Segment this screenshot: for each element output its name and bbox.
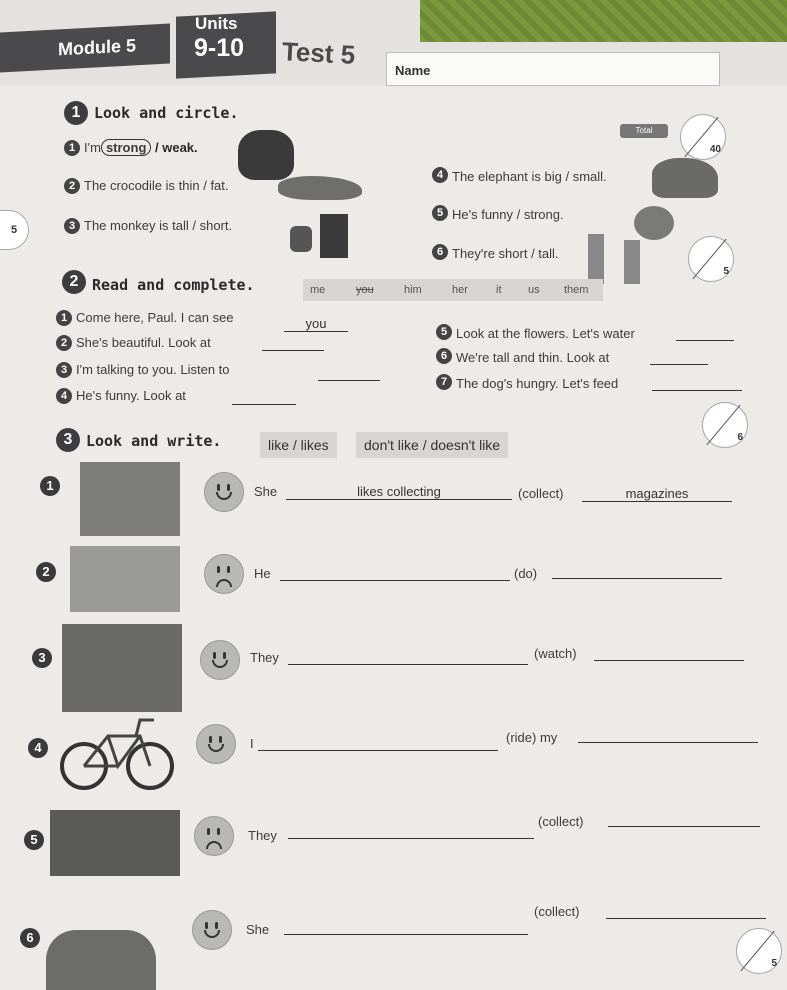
- section3-score-circle: [736, 928, 782, 974]
- margin-tab: 5: [0, 210, 29, 250]
- section2-number: 2: [62, 270, 86, 294]
- name-field[interactable]: [386, 52, 720, 86]
- s1-item6: They're short / tall.: [452, 246, 559, 261]
- word-bank-item: us: [528, 284, 540, 296]
- s1-item6-num: 6: [432, 244, 448, 260]
- s2-blank5[interactable]: [676, 340, 734, 341]
- section2-score-circle: [702, 402, 748, 448]
- row6-number: 6: [20, 928, 40, 948]
- row2-verb: (do): [514, 566, 538, 581]
- row1-number: 1: [40, 476, 60, 496]
- row1-answer2[interactable]: magazines: [582, 486, 732, 502]
- giraffe-picture-1: [588, 234, 604, 284]
- s2-item1: Come here, Paul. I can see: [76, 310, 234, 325]
- s1-item5: He's funny / strong.: [452, 207, 564, 222]
- s2-item3: I'm talking to you. Listen to: [76, 362, 230, 377]
- happy-face-icon: [196, 724, 236, 764]
- row6-verb: (collect): [534, 904, 580, 919]
- row1-verb: (collect): [518, 486, 564, 501]
- magazines-picture: [80, 462, 180, 536]
- test-title: Test 5: [281, 36, 356, 70]
- row4-verb: (ride) my: [506, 730, 558, 745]
- s2-item5-num: 5: [436, 324, 452, 340]
- word-bank-item: you: [356, 284, 374, 296]
- total-score-circle: [680, 114, 726, 160]
- row1-answer1[interactable]: likes collecting: [286, 484, 512, 500]
- background-grass: [420, 0, 787, 42]
- s1-item2-num: 2: [64, 178, 80, 194]
- row5-subject: They: [248, 828, 277, 843]
- s2-item7: The dog's hungry. Let's feed: [456, 376, 619, 391]
- section2-score: 6: [737, 432, 743, 443]
- name-label: Name: [395, 63, 431, 78]
- circled-answer: strong: [101, 139, 151, 156]
- row2-blank1[interactable]: [280, 580, 510, 581]
- dvds-picture: [62, 624, 182, 712]
- row3-number: 3: [32, 648, 52, 668]
- s2-item1-num: 1: [56, 310, 72, 326]
- jigsaw-picture: [70, 546, 180, 612]
- s2-blank4[interactable]: [232, 404, 296, 405]
- s1-item1: I'm strong / weak.: [84, 140, 198, 155]
- units-label: Units: [195, 14, 238, 33]
- s1-item1-num: 1: [64, 140, 80, 156]
- s2-item4-num: 4: [56, 388, 72, 404]
- s1-item2: The crocodile is thin / fat.: [84, 178, 229, 193]
- s2-item2: She's beautiful. Look at: [76, 335, 211, 350]
- s2-blank7[interactable]: [652, 390, 742, 391]
- row4-blank1[interactable]: [258, 750, 498, 751]
- section3-number: 3: [56, 428, 80, 452]
- section1-title: Look and circle.: [94, 104, 239, 122]
- row4-subject: I: [250, 736, 254, 751]
- sad-face-icon: [194, 816, 234, 856]
- s2-item6: We're tall and thin. Look at: [456, 350, 610, 365]
- section3-title: Look and write.: [86, 432, 222, 450]
- s2-answer1[interactable]: you: [284, 316, 348, 332]
- row2-subject: He: [254, 566, 271, 581]
- units-range: 9-10: [194, 34, 245, 62]
- section3-bank-dislike: don't like / doesn't like: [356, 432, 508, 458]
- s2-item5: Look at the flowers. Let's water: [456, 326, 635, 341]
- row1-subject: She: [254, 484, 278, 499]
- coins-picture: [46, 930, 156, 990]
- word-bank-item: it: [496, 284, 502, 296]
- word-bank-item: him: [404, 284, 422, 296]
- s1-item4: The elephant is big / small.: [452, 169, 607, 184]
- s2-blank3[interactable]: [318, 380, 380, 381]
- gorilla-picture: [238, 130, 294, 180]
- row4-number: 4: [28, 738, 48, 758]
- word-bank-item: her: [452, 284, 468, 296]
- section2-title: Read and complete.: [92, 276, 255, 294]
- monkey-picture: [290, 226, 312, 252]
- row5-verb: (collect): [538, 814, 584, 829]
- happy-face-icon: [192, 910, 232, 950]
- module-tab: Module 5: [0, 24, 170, 73]
- s2-item7-num: 7: [436, 374, 452, 390]
- bicycle-picture: [58, 712, 178, 792]
- row2-number: 2: [36, 562, 56, 582]
- s1-item3: The monkey is tall / short.: [84, 218, 233, 233]
- row5-blank2[interactable]: [608, 826, 760, 827]
- row5-number: 5: [24, 830, 44, 850]
- s2-item2-num: 2: [56, 335, 72, 351]
- total-score-value: 40: [709, 144, 721, 155]
- crocodile-picture: [278, 176, 362, 200]
- sad-face-icon: [204, 554, 244, 594]
- tree-picture: [320, 214, 348, 258]
- happy-face-icon: [204, 472, 244, 512]
- word-bank-item: me: [310, 284, 326, 296]
- section1-score: 5: [723, 266, 729, 277]
- giraffe-picture-2: [624, 240, 640, 284]
- postcards-picture: [50, 810, 180, 876]
- row3-blank2[interactable]: [594, 660, 744, 661]
- clown-picture: [634, 206, 674, 240]
- happy-face-icon: [200, 640, 240, 680]
- elephant-picture: [652, 158, 718, 198]
- s1-item4-num: 4: [432, 167, 448, 183]
- row3-blank1[interactable]: [288, 664, 528, 665]
- s2-item6-num: 6: [436, 348, 452, 364]
- word-bank-item: them: [564, 284, 589, 296]
- row2-blank2[interactable]: [552, 578, 722, 579]
- s2-blank6[interactable]: [650, 364, 708, 365]
- s2-item3-num: 3: [56, 362, 72, 378]
- row6-blank2[interactable]: [606, 918, 766, 919]
- s2-blank2[interactable]: [262, 350, 324, 351]
- total-label: Total: [620, 124, 668, 138]
- row5-blank1[interactable]: [288, 838, 534, 839]
- section1-score-circle: [688, 236, 734, 282]
- row3-subject: They: [250, 650, 279, 665]
- section3-score: 5: [771, 958, 777, 969]
- row6-subject: She: [246, 922, 270, 937]
- row3-verb: (watch): [534, 646, 577, 661]
- row6-blank1[interactable]: [284, 934, 528, 935]
- s2-item4: He's funny. Look at: [76, 388, 186, 403]
- s1-item3-num: 3: [64, 218, 80, 234]
- section3-bank-like: like / likes: [260, 432, 337, 458]
- row4-blank2[interactable]: [578, 742, 758, 743]
- section1-number: 1: [64, 101, 88, 125]
- s1-item5-num: 5: [432, 205, 448, 221]
